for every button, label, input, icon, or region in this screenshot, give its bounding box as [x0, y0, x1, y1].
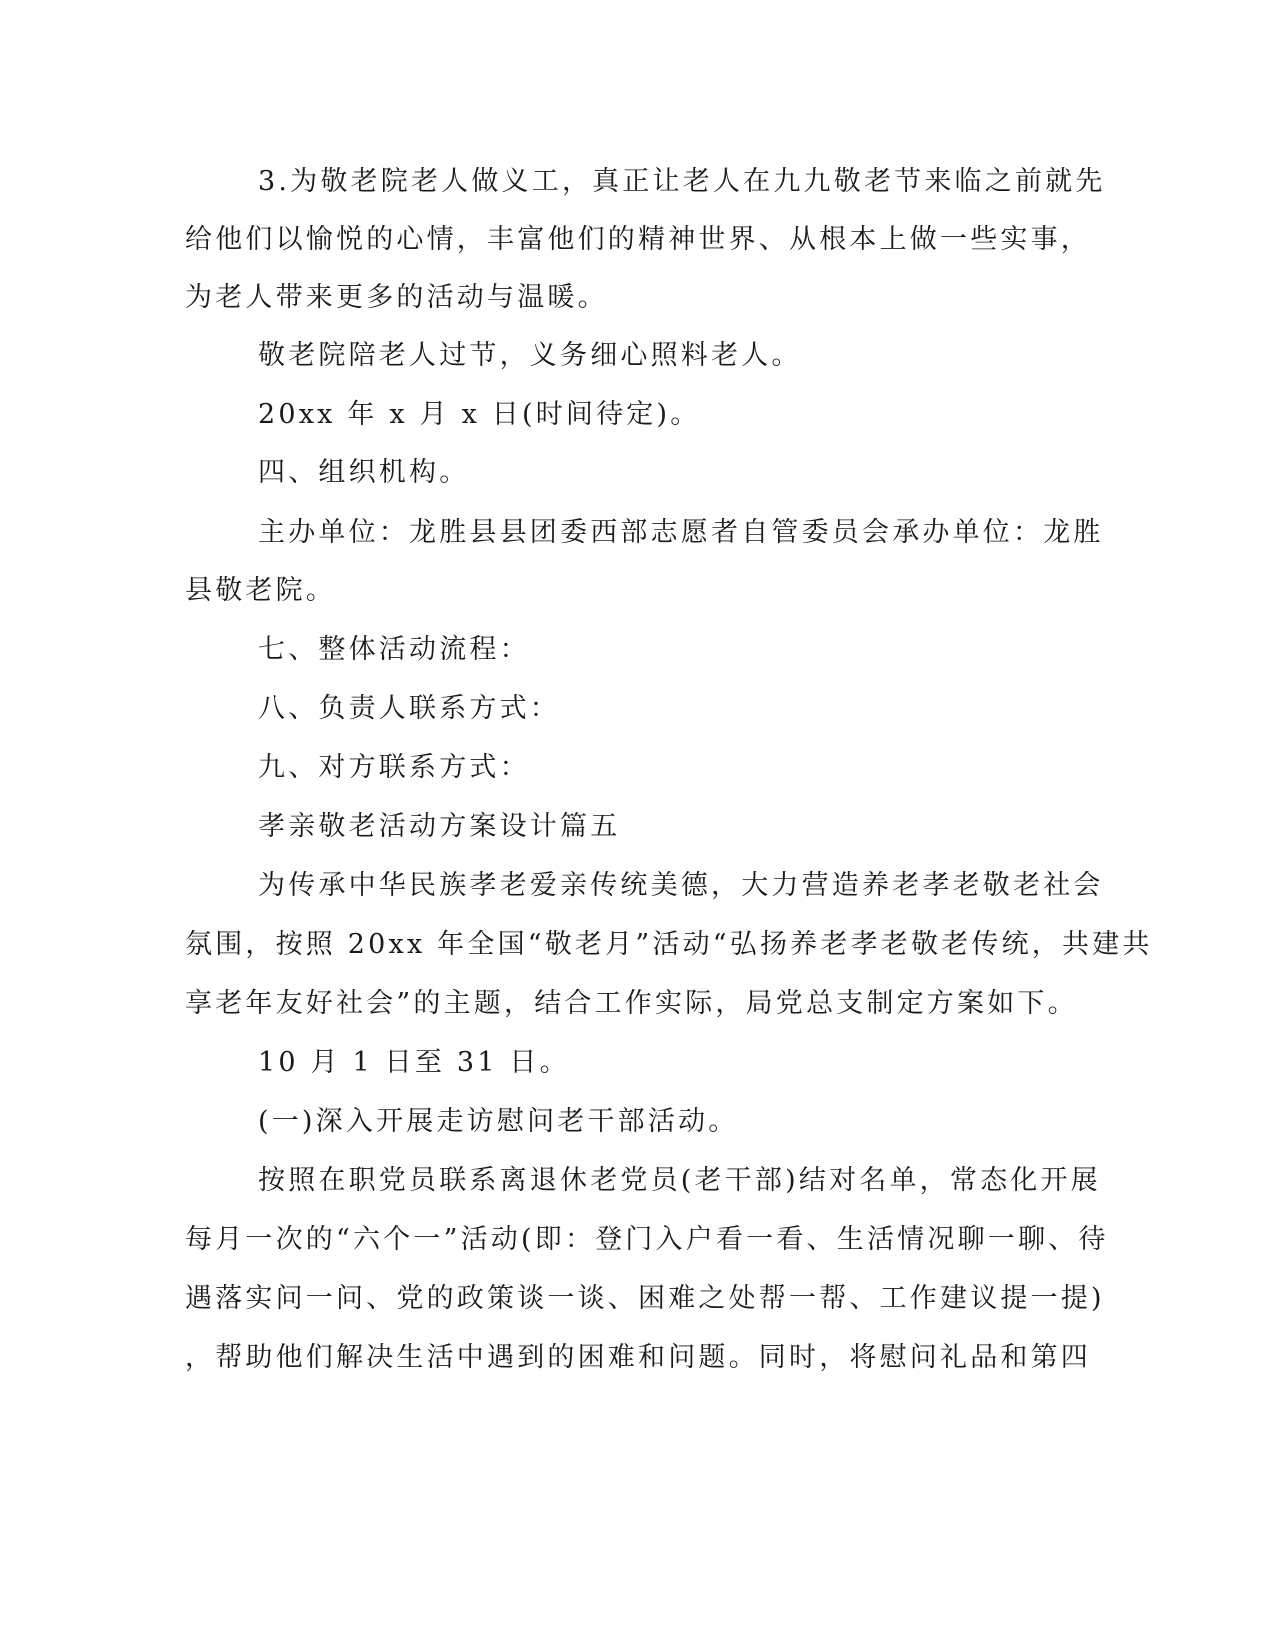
paragraph-line: 县敬老院。: [185, 575, 336, 606]
paragraph-line: 3.为敬老院老人做义工，真正让老人在九九敬老节来临之前就先: [258, 166, 1106, 197]
paragraph-line: 主办单位：龙胜县县团委西部志愿者自管委员会承办单位：龙胜: [258, 517, 1104, 548]
paragraph-line: ，帮助他们解决生活中遇到的困难和问题。同时，将慰问礼品和第四: [185, 1342, 1091, 1373]
paragraph-line: 为传承中华民族孝老爱亲传统美德，大力营造养老孝老敬老社会: [258, 870, 1104, 901]
paragraph-line: 为老人带来更多的活动与温暖。: [185, 282, 608, 313]
section-heading: 七、整体活动流程：: [258, 634, 530, 665]
section-heading: (一)深入开展走访慰问老干部活动。: [258, 1106, 739, 1137]
document-title: 孝亲敬老活动方案设计篇五: [258, 811, 621, 842]
date-line: 20xx 年 x 月 x 日(时间待定)。: [258, 399, 701, 430]
section-heading: 九、对方联系方式：: [258, 752, 530, 783]
paragraph-line: 遇落实问一问、党的政策谈一谈、困难之处帮一帮、工作建议提一提): [185, 1283, 1105, 1314]
paragraph-line: 按照在职党员联系离退休老党员(老干部)结对名单，常态化开展: [258, 1165, 1101, 1196]
paragraph-line: 敬老院陪老人过节，义务细心照料老人。: [258, 340, 802, 371]
paragraph-line: 每月一次的“六个一”活动(即：登门入户看一看、生活情况聊一聊、待: [185, 1224, 1109, 1255]
paragraph-line: 享老年友好社会”的主题，结合工作实际，局党总支制定方案如下。: [185, 988, 1078, 1019]
paragraph-line: 氛围，按照 20xx 年全国“敬老月”活动“弘扬养老孝老敬老传统，共建共: [185, 929, 1153, 960]
section-heading: 四、组织机构。: [258, 457, 470, 488]
date-line: 10 月 1 日至 31 日。: [258, 1047, 570, 1078]
section-heading: 八、负责人联系方式：: [258, 693, 560, 724]
paragraph-line: 给他们以愉悦的心情，丰富他们的精神世界、从根本上做一些实事，: [185, 224, 1091, 255]
